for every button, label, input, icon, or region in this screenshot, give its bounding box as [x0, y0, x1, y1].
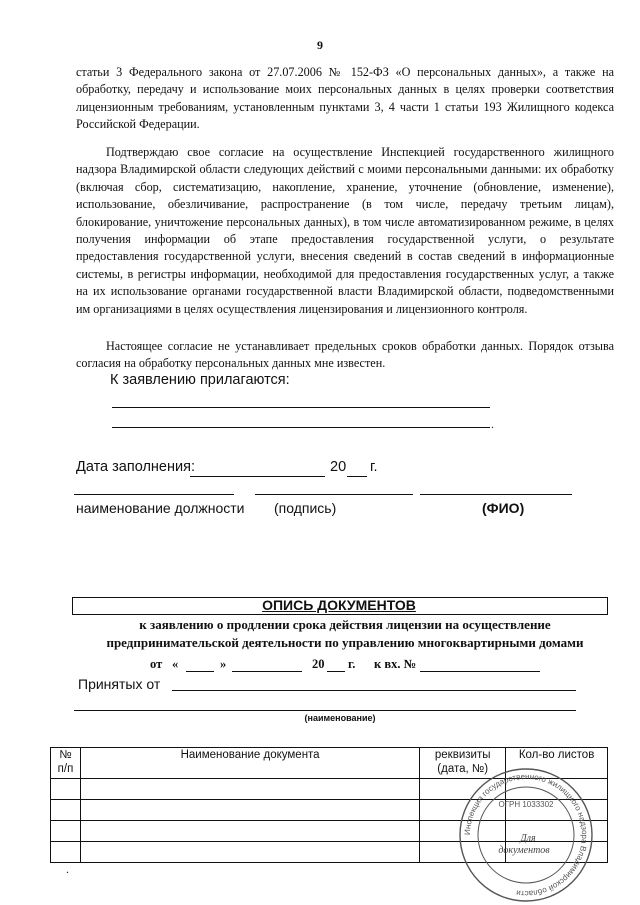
inventory-subtitle-1: к заявлению о продлении срока действия лицензии на осуществление: [139, 617, 551, 632]
accepted-from-label: Принятых от: [78, 676, 161, 692]
inventory-quote-close: »: [220, 657, 227, 671]
footer-mark: .: [66, 862, 69, 876]
name-caption: (ФИО): [482, 500, 525, 516]
stamp-ogrn: ОГРН 1033302: [498, 800, 554, 809]
inventory-subtitle-2: предпринимательской деятельности по управлению многоквартирными домами: [106, 635, 584, 650]
stamp-center-line-1: Для: [520, 833, 536, 844]
table-cell[interactable]: [51, 800, 81, 821]
inventory-incoming-label: к вх. №: [374, 657, 417, 671]
accepted-from-field-2[interactable]: [74, 710, 576, 711]
consent-paragraph-3: Настоящее согласие не устанавливает предельных сроков обработки данных. Порядок отзыва согласия на обработку персональных данных мне известен.: [76, 339, 614, 371]
inventory-year-suffix: г.: [348, 657, 356, 671]
inventory-quote-open: «: [172, 657, 179, 671]
header-sheet-count: Кол-во листов: [506, 748, 608, 779]
organization-name-caption: (наименование): [304, 713, 376, 723]
stamp-outer-text: Инспекция государственного жилищного надзора Владимирской области: [462, 771, 590, 899]
fill-date-label: Дата заполнения:: [76, 459, 195, 475]
table-cell[interactable]: [51, 779, 81, 800]
header-document-name: Наименование документа: [80, 748, 419, 779]
page-number: 9: [317, 38, 323, 52]
attachments-title: К заявлению прилагаются:: [110, 372, 290, 388]
attachment-line-1[interactable]: [112, 407, 490, 408]
name-line[interactable]: [420, 494, 572, 495]
header-details: реквизиты (дата, №): [420, 748, 506, 779]
signature-line[interactable]: [255, 494, 413, 495]
table-cell[interactable]: [80, 779, 419, 800]
inventory-month-field[interactable]: [232, 671, 302, 672]
attachment-end-mark: .: [491, 417, 494, 431]
inventory-day-field[interactable]: [186, 671, 214, 672]
position-caption: наименование должности: [76, 500, 245, 516]
consent-paragraph-2: Подтверждаю свое согласие на осуществление Инспекцией государственного жилищного надзора Владимирской области следующих действий с моими персональными данными: их обработку (включая сбор, систематизацию, накопление, хранение, уточнение (обновление, изменение), использование, обезличивание, распространение (в том числе, передачу третьим лицам), блокирование, уничтожение персональных данных), в том числе автоматизированном режиме, в целях получения информации об этапе предоставления государственной услуги, о результате предоставления государственной услуги, внесения сведений в состав сведений в информационные системы, в регистры информации, необходимой для предоставления государственных услуг, а также на их использование органами государственной власти Владимирской области, подведомственными им организациями в целях осуществления лицензирования и лицензионного контроля.: [76, 145, 614, 316]
position-line[interactable]: [74, 494, 234, 495]
inventory-incoming-field[interactable]: [420, 671, 540, 672]
inventory-year-prefix: 20: [312, 657, 325, 671]
accepted-from-field[interactable]: [172, 690, 576, 691]
fill-date-year-prefix: 20: [330, 459, 347, 475]
table-cell[interactable]: [51, 821, 81, 842]
stamp-center-line-2: документов: [498, 845, 550, 856]
inventory-year-field[interactable]: [327, 671, 345, 672]
fill-date-year-suffix: г.: [370, 459, 378, 475]
table-cell[interactable]: [80, 842, 419, 863]
official-stamp: [456, 765, 596, 905]
header-number: № п/п: [51, 748, 81, 779]
attachment-line-2[interactable]: [112, 427, 490, 428]
table-cell[interactable]: [51, 842, 81, 863]
signature-caption: (подпись): [274, 500, 337, 516]
inventory-title: ОПИСЬ ДОКУМЕНТОВ: [262, 597, 416, 613]
inventory-date-from: от: [150, 657, 163, 671]
fill-date-year-field[interactable]: [347, 476, 367, 477]
fill-date-field[interactable]: [190, 476, 325, 477]
table-cell[interactable]: [80, 821, 419, 842]
table-cell[interactable]: [80, 800, 419, 821]
consent-paragraph-1: статьи 3 Федерального закона от 27.07.2006 № 152-ФЗ «О персональных данных», а также на обработку, передачу и использование моих персональных данных в целях проверки соответствия лицензионным требованиям, установленным пунктами 3, 4 части 1 статьи 193 Жилищного кодекса Российской Федерации.: [76, 65, 614, 132]
